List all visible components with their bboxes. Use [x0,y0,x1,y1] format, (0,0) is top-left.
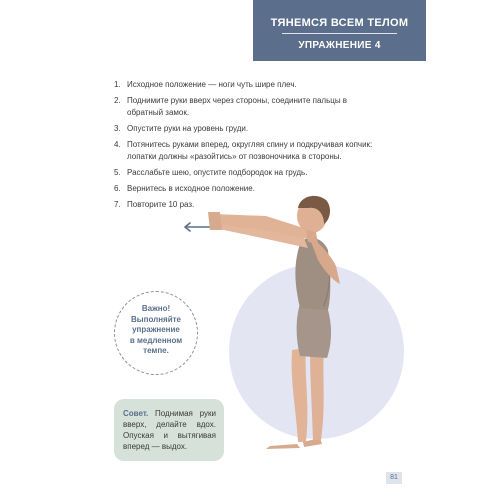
important-note-text: Важно! Выполняйте упражнение в медленном темпе. [129,304,183,355]
exercise-title: ТЯНЕМСЯ ВСЕМ ТЕЛОМ [270,17,409,29]
step-text: Поднимите руки вверх через стороны, соедините пальцы в обратный замок. [127,96,348,117]
tip-label: Совет. [123,409,149,418]
step-item: 6. Вернитесь в исходное положение. [114,183,255,193]
exercise-number: УПРАЖНЕНИЕ 4 [298,40,381,51]
step-item: 5. Расслабьте шею, опустите подбородок на грудь. [114,167,308,177]
step-text: Потянитесь руками вперед, округляя спину и подкручивая копчик: лопатки должны «разойтись» от позвоночника в стороны. [127,140,373,161]
woman-stretching-illustration [200,188,370,450]
step-text: Вернитесь в исходное положение. [127,183,255,193]
exercise-header [253,0,426,61]
important-note-badge [114,291,198,375]
step-item: 3. Опустите руки на уровень груди. [114,123,249,133]
step-text: Исходное положение — ноги чуть шире плеч. [127,80,297,89]
step-text: Повторите 10 раз. [127,200,195,210]
step-item: 2. Поднимите руки вверх через стороны, соедините пальцы в обратный замок. [114,96,348,117]
step-text: Расслабьте шею, опустите подбородок на грудь. [127,167,308,177]
tip-box [114,399,224,461]
header-divider [282,33,397,34]
page-number: 81 [386,472,402,484]
step-item: 7. Повторите 10 раз. [114,200,195,210]
step-item: 1. Исходное положение — ноги чуть шире плеч. [114,80,297,89]
step-text: Опустите руки на уровень груди. [127,123,249,133]
step-item: 4. Потянитесь руками вперед, округляя спину и подкручивая копчик: лопатки должны «разойтись» от позвоночника в стороны. [114,140,373,161]
tip-text: Поднимая руки вверх, делайте вдох. Опуская и вытягивая вперед — выдох. [123,409,216,451]
